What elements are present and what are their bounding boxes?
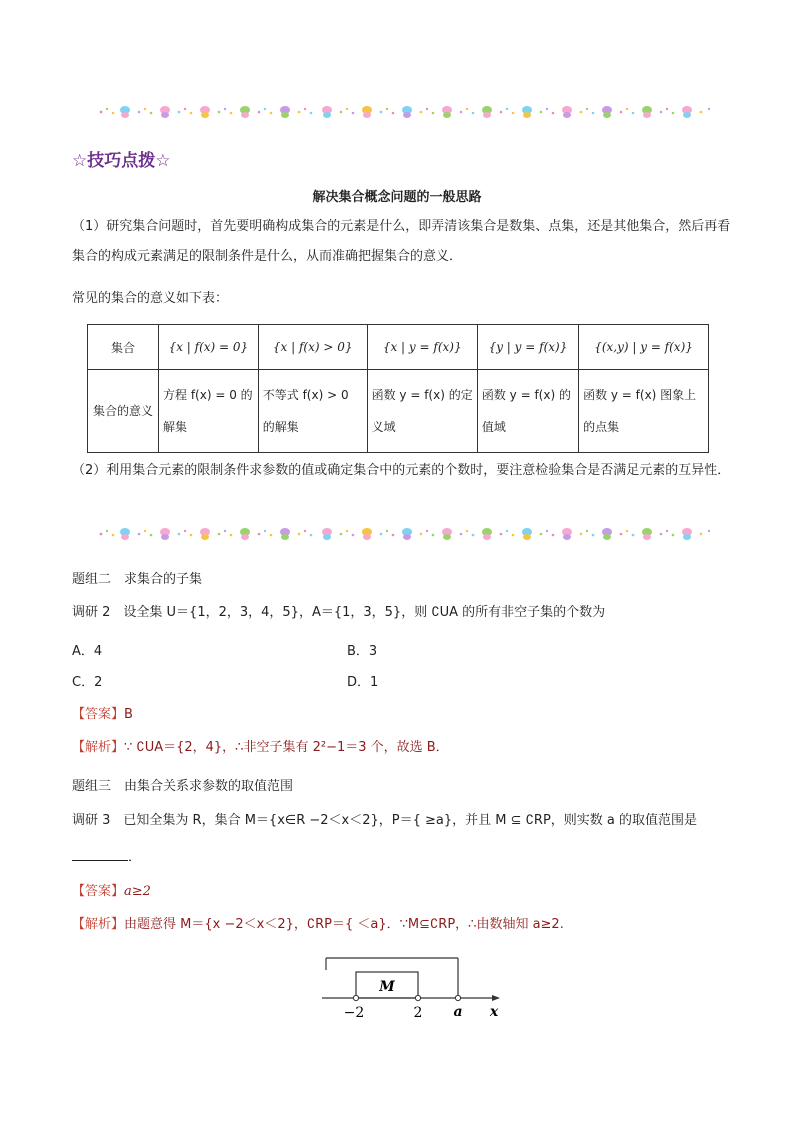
group3-title: 题组三 由集合关系求参数的取值范围: [72, 779, 294, 794]
tick-label-2: 2: [413, 1005, 423, 1021]
answer-value: B: [124, 707, 133, 722]
question-3-stem: 调研 3 已知全集为 R，集合 M＝{x∈R −2＜x＜2}，P＝{ ≥a}，并且 M ⊆ ∁RP，则实数 a 的取值范围是: [72, 813, 698, 828]
answer-row-q2: [72, 703, 133, 722]
answer-blank-row: [72, 846, 141, 865]
analysis-label: 【解析】: [72, 740, 125, 755]
stem-end: ．: [128, 850, 142, 865]
table-cell: 方程 f(x) = 0 的解集: [159, 370, 259, 453]
analysis-row-q3: [72, 913, 732, 932]
set-meaning-table: [87, 324, 709, 453]
analysis-label: 【解析】: [72, 917, 125, 932]
option-a: A．4: [72, 644, 103, 659]
tick-label-neg2: −2: [343, 1005, 365, 1021]
table-cell: 函数 y = f(x) 的值域: [477, 370, 578, 453]
number-line-diagram: [310, 950, 520, 1022]
table-meaning-row: [88, 370, 709, 453]
paragraph-2: （2）利用集合元素的限制条件求参数的值或确定集合中的元素的个数时，要注意检验集合是否满足元素的互异性．: [72, 463, 731, 478]
group2-title: 题组二 求集合的子集: [72, 572, 203, 587]
point-a: [455, 995, 460, 1000]
answer-label: 【答案】: [72, 884, 125, 899]
point-neg2: [353, 995, 358, 1000]
butterfly-icon: [100, 106, 711, 118]
table-header-cell: {(x,y) | y = f(x)}: [579, 325, 709, 370]
table-header-row: [88, 325, 709, 370]
section-subtitle: 解决集合概念问题的一般思路: [312, 190, 482, 205]
paragraph-1: （1）研究集合问题时，首先要明确构成集合的元素是什么，即弄清该集合是数集、点集，还是其他集合，然后再看集合的构成元素满足的限制条件是什么，从而准确把握集合的意义．: [72, 219, 731, 264]
analysis-text: ∵ ∁UA＝{2，4}，∴非空子集有 2²−1＝3 个，故选 B．: [124, 740, 449, 755]
table-header-cell: {x | y = f(x)}: [367, 325, 477, 370]
table-cell: 不等式 f(x) > 0 的解集: [258, 370, 367, 453]
analysis-row-q2: [72, 736, 449, 755]
table-row-label: 集合的意义: [88, 370, 159, 453]
answer-value: a≥2: [124, 884, 151, 899]
answer-blank[interactable]: [72, 846, 128, 861]
table-header-cell: {x | f(x) = 0}: [159, 325, 259, 370]
butterfly-border-middle: [95, 526, 715, 542]
table-header-cell: 集合: [88, 325, 159, 370]
option-c: C．2: [72, 675, 103, 690]
table-cell: 函数 y = f(x) 图象上的点集: [579, 370, 709, 453]
tips-title: ☆技巧点拨☆: [72, 151, 171, 171]
table-header-cell: {x | f(x) > 0}: [258, 325, 367, 370]
point-2: [415, 995, 420, 1000]
butterfly-icon: [100, 528, 711, 540]
option-d: D．1: [347, 675, 379, 690]
axis-label-x: x: [489, 1004, 499, 1020]
answer-row-q3: [72, 880, 151, 899]
option-b: B．3: [347, 644, 378, 659]
table-cell: 函数 y = f(x) 的定义域: [367, 370, 477, 453]
question-2-stem: 调研 2 设全集 U＝{1，2，3，4，5}，A＝{1，3，5}，则 ∁UA 的所有非空子集的个数为: [72, 605, 606, 620]
analysis-text: 由题意得 M＝{x −2＜x＜2}，∁RP＝{ ＜a}．∵M⊆∁RP，∴由数轴知 a≥2.: [124, 917, 564, 932]
x-axis-arrow: [492, 995, 500, 1001]
tick-label-a: a: [453, 1004, 463, 1020]
set-m-label: M: [379, 979, 395, 995]
table-header-cell: {y | y = f(x)}: [477, 325, 578, 370]
table-intro: 常见的集合的意义如下表：: [72, 291, 229, 306]
answer-label: 【答案】: [72, 707, 125, 722]
butterfly-border-top: [95, 104, 715, 120]
